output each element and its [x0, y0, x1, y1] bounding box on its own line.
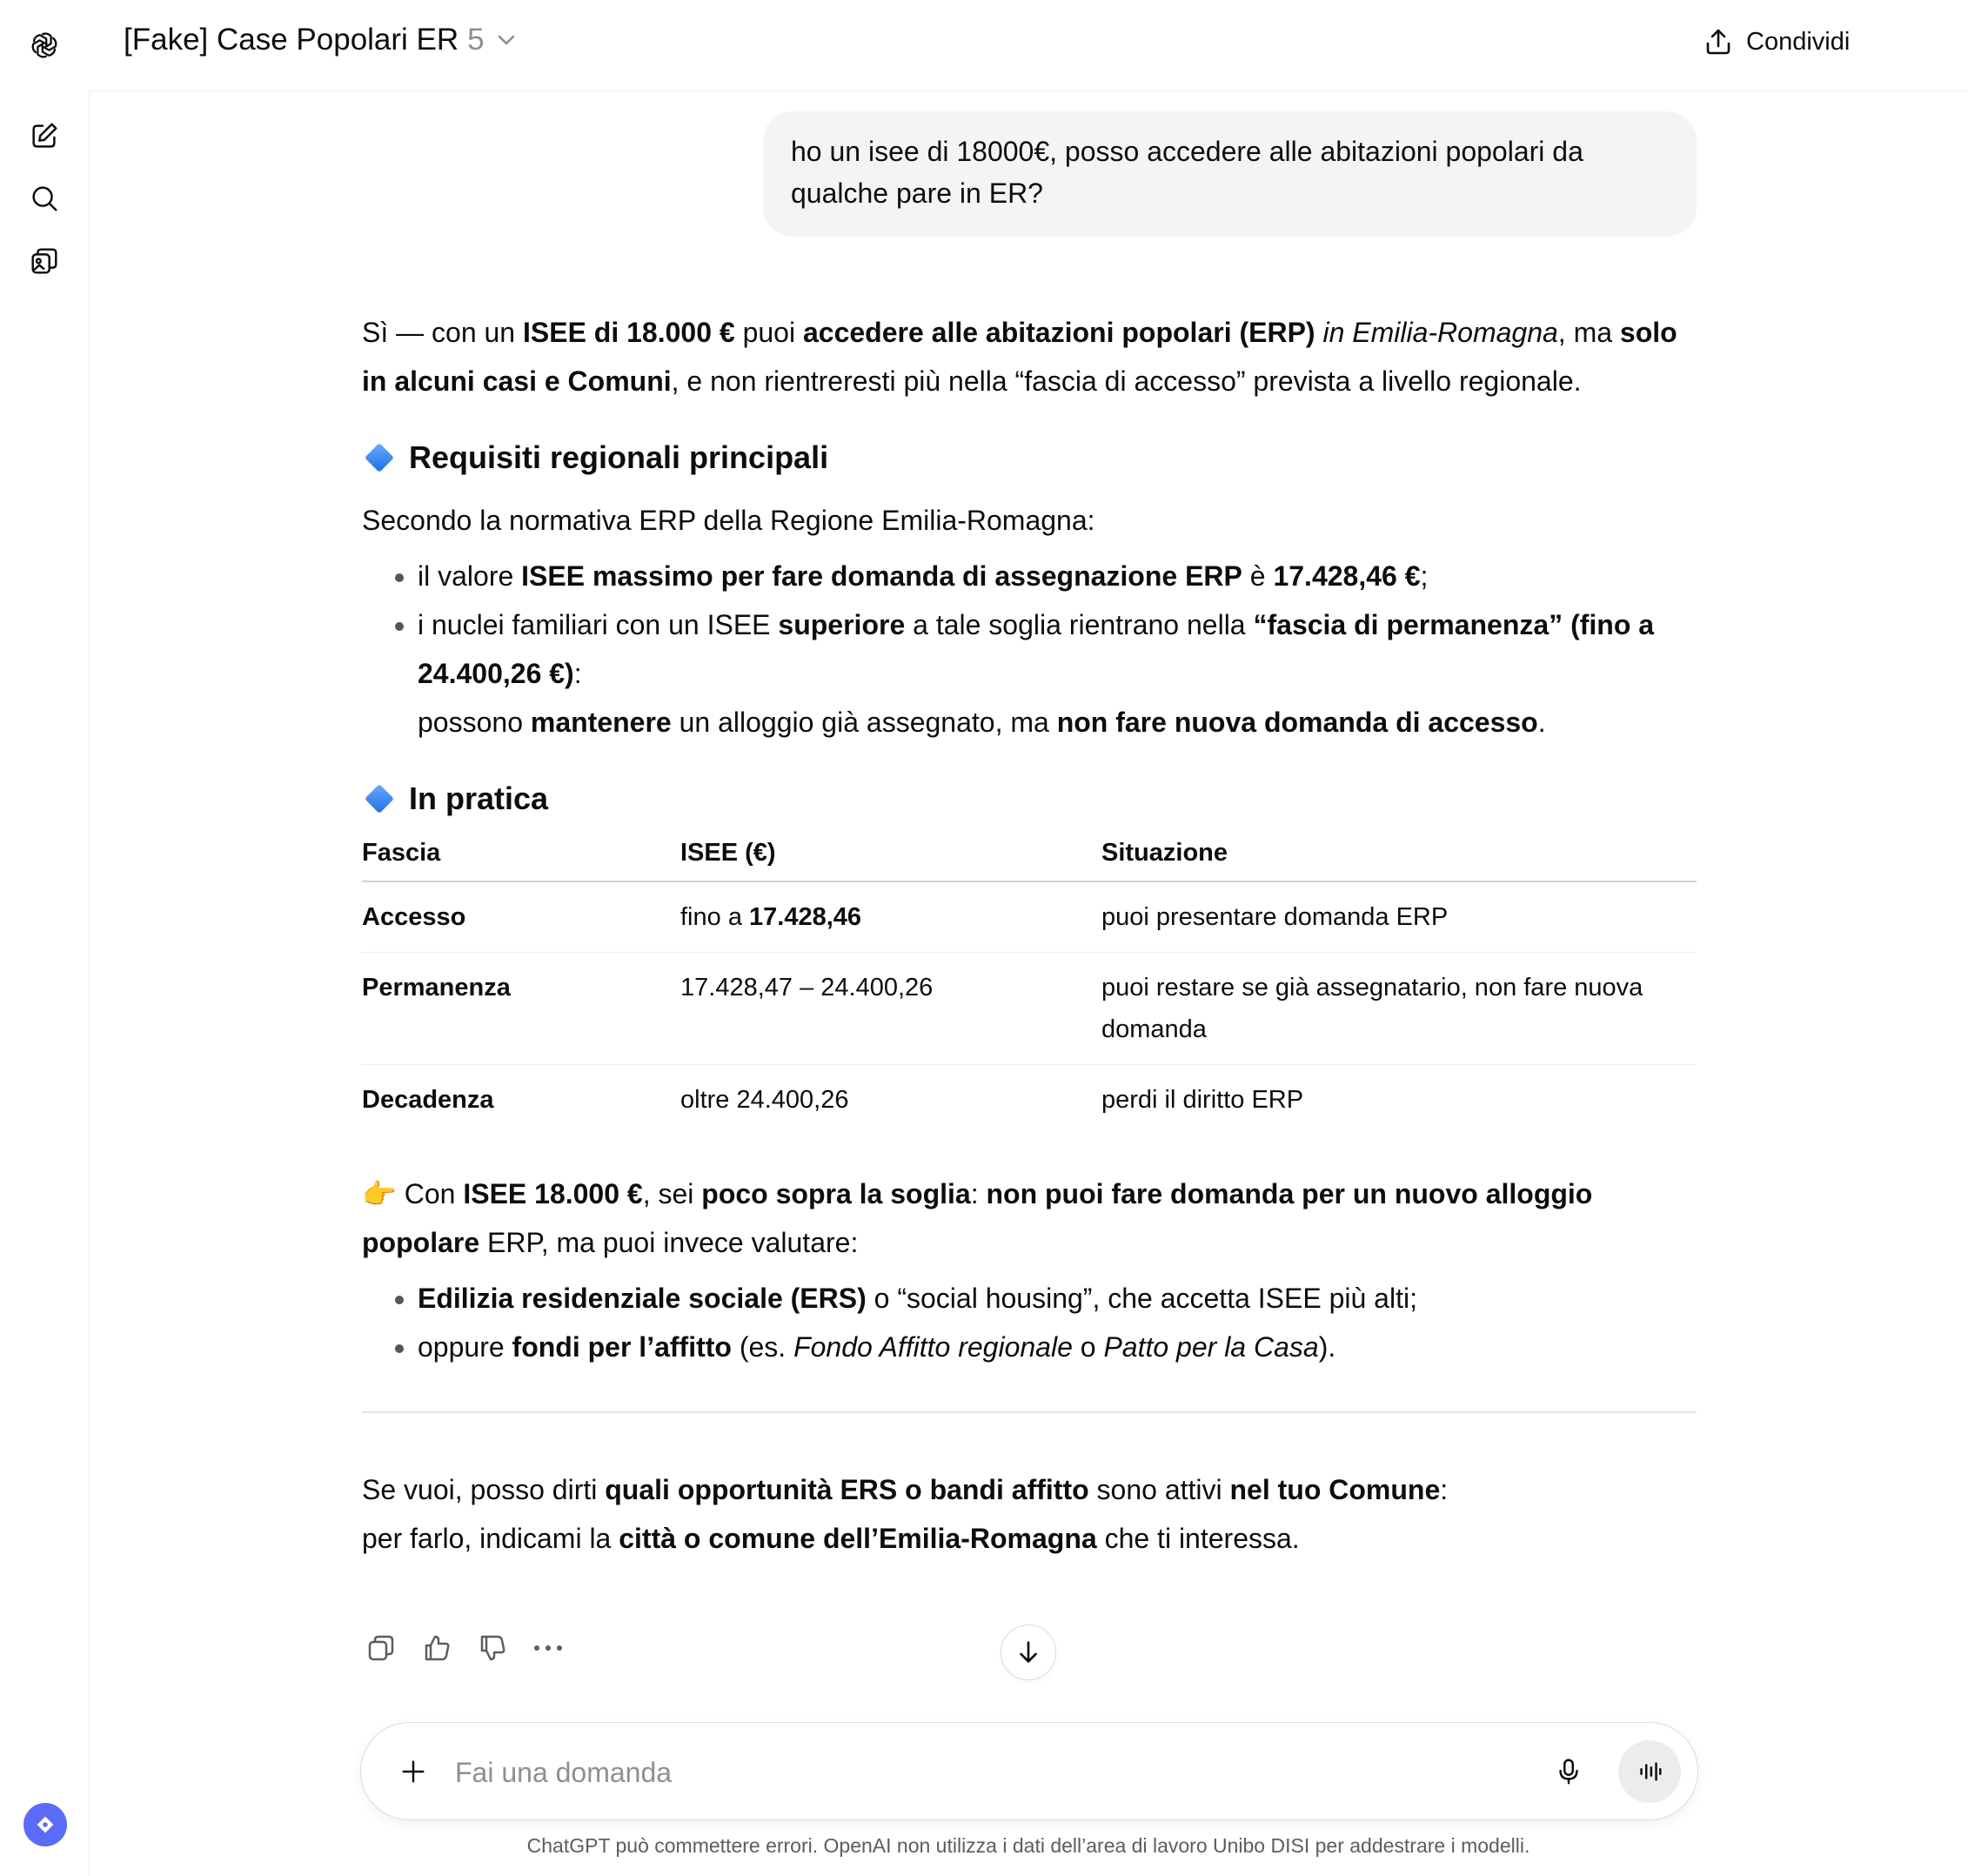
text-bold: città o comune dell’Emilia-Romagna	[619, 1523, 1097, 1554]
arrow-down-icon	[1014, 1638, 1043, 1667]
user-message-bubble: ho un isee di 18000€, posso accedere alle abitazioni popolari da qualche pare in ER?	[763, 111, 1697, 237]
pointing-hand-icon: 👉	[362, 1178, 397, 1209]
cell-situazione: perdi il diritto ERP	[1101, 1086, 1304, 1114]
table-row	[362, 953, 1697, 1065]
cell-isee: oltre 24.400,26	[680, 1086, 849, 1114]
list-item	[418, 1274, 1697, 1323]
options-list	[362, 1274, 1697, 1371]
text: o	[1072, 1331, 1104, 1363]
message-actions	[358, 1625, 581, 1671]
text-bold: accedere alle abitazioni popolari (ERP)	[802, 317, 1315, 348]
voice-mode-button[interactable]	[1618, 1740, 1681, 1803]
cell-situazione: puoi presentare domanda ERP	[1101, 881, 1697, 953]
dictate-button[interactable]	[1548, 1751, 1590, 1792]
section-lead: Secondo la normativa ERP della Regione Emilia-Romagna:	[362, 505, 1095, 536]
text: ;	[1420, 560, 1429, 592]
thumbs-down-icon	[477, 1632, 508, 1664]
copy-button[interactable]	[358, 1625, 404, 1671]
text-bold: nel tuo Comune	[1229, 1474, 1441, 1505]
text: , sei	[642, 1178, 702, 1209]
text: :	[573, 658, 582, 689]
text: , e non rientreresti più nella “fascia di accesso” prevista a livello regionale.	[671, 365, 1582, 397]
text: ).	[1318, 1331, 1336, 1363]
section-heading-pratica	[362, 774, 1697, 823]
upgrade-badge-icon[interactable]	[23, 1803, 67, 1846]
text-bold: solo in alcuni casi e Comuni	[362, 317, 1677, 397]
blue-diamond-icon	[365, 784, 394, 814]
new-chat-icon[interactable]	[23, 115, 65, 157]
closing-paragraph	[362, 1465, 1697, 1563]
text: Sì — con un	[362, 317, 523, 348]
cell-isee: 17.428,47 – 24.400,26	[680, 953, 1101, 1065]
text: ERP, ma puoi invece valutare:	[479, 1227, 859, 1258]
text: o “social housing”, che accetta ISEE più alti;	[866, 1283, 1417, 1314]
chevron-down-icon	[493, 27, 519, 53]
ellipsis-icon	[532, 1632, 564, 1664]
text: :	[1440, 1474, 1449, 1505]
text: Se vuoi, posso dirti	[362, 1474, 606, 1505]
text-bold: fondi per l’affitto	[512, 1331, 732, 1363]
divider	[362, 1411, 1697, 1413]
top-bar	[89, 0, 1968, 91]
text-bold: Permanenza	[362, 974, 511, 1002]
list-item	[418, 1323, 1697, 1371]
column-header-fascia: Fascia	[362, 825, 680, 881]
text-bold: “fascia di permanenza” (fino a 24.400,26 €)	[418, 609, 1655, 689]
text: che ti interessa.	[1096, 1523, 1300, 1554]
table-row	[362, 881, 1697, 953]
conclusion-paragraph	[362, 1169, 1697, 1267]
text: sono attivi	[1088, 1474, 1230, 1505]
text-bold: superiore	[778, 609, 906, 640]
text: il valore	[418, 560, 522, 592]
text-bold: non puoi fare domanda per un nuovo alloggio popolare	[362, 1178, 1593, 1258]
disclaimer-text: ChatGPT può commettere errori. OpenAI non utilizza i dati dell’area di lavoro Unibo DISI per addestrare i modelli.	[526, 1834, 1530, 1857]
requirements-list	[362, 552, 1697, 747]
text: Con	[396, 1178, 464, 1209]
cell-situazione: puoi restare se già assegnatario, non fare nuova domanda	[1101, 953, 1697, 1065]
text-bold: ISEE di 18.000 €	[522, 317, 735, 348]
section-title: Requisiti regionali principali	[409, 439, 829, 475]
text-bold: 17.428,46 €	[1273, 560, 1421, 592]
chat-title: [Fake] Case Popolari ER	[124, 23, 459, 57]
fasce-table	[362, 825, 1697, 1135]
cell-isee	[680, 881, 1101, 953]
text-italic: Fondo Affitto regionale	[793, 1331, 1073, 1363]
copy-icon	[365, 1632, 397, 1664]
text-bold: mantenere	[530, 707, 672, 738]
thumbs-down-button[interactable]	[470, 1625, 515, 1671]
chat-version: 5	[467, 23, 485, 57]
share-label: Condividi	[1746, 27, 1851, 56]
plus-icon	[398, 1757, 428, 1786]
text: oppure	[418, 1331, 512, 1363]
thumbs-up-button[interactable]	[414, 1625, 459, 1671]
assistant-message	[362, 308, 1697, 1563]
list-item	[418, 600, 1697, 747]
text: , ma	[1557, 317, 1620, 348]
cell-fascia	[362, 881, 680, 953]
text-bold: ISEE massimo per fare domanda di assegnazione ERP	[521, 560, 1242, 592]
text-bold: poco sopra la soglia	[701, 1178, 971, 1209]
text: .	[1537, 707, 1546, 738]
column-header-situazione: Situazione	[1101, 825, 1697, 881]
text: fino a	[680, 903, 749, 931]
text: (es.	[731, 1331, 794, 1363]
waveform-icon	[1635, 1757, 1664, 1786]
text: per farlo, indicami la	[362, 1523, 619, 1554]
section-heading-requisiti	[362, 433, 1697, 482]
more-actions-button[interactable]	[525, 1625, 571, 1671]
section-title: In pratica	[409, 781, 549, 816]
text-bold: ISEE 18.000 €	[463, 1178, 643, 1209]
text: :	[970, 1178, 987, 1209]
text-italic: in Emilia-Romagna	[1322, 317, 1558, 348]
text-italic: Patto per la Casa	[1103, 1331, 1319, 1363]
blue-diamond-icon	[365, 443, 394, 472]
list-item	[418, 552, 1697, 600]
openai-logo-icon[interactable]	[23, 24, 65, 66]
text: è	[1242, 560, 1274, 592]
share-icon	[1703, 26, 1734, 57]
cell-fascia	[362, 1065, 680, 1136]
table-header-row	[362, 825, 1697, 881]
microphone-icon	[1554, 1757, 1583, 1786]
answer-intro	[362, 308, 1697, 405]
model-title-dropdown[interactable]	[124, 23, 519, 57]
composer	[360, 1722, 1698, 1820]
table-row	[362, 1065, 1697, 1136]
text-bold: non fare nuova domanda di accesso	[1056, 707, 1538, 738]
search-icon[interactable]	[23, 178, 65, 219]
attach-button[interactable]	[392, 1751, 434, 1792]
text: puoi	[734, 317, 803, 348]
text: a tale soglia rientrano nella	[905, 609, 1254, 640]
text: i nuclei familiari con un ISEE	[418, 609, 779, 640]
text-bold: Accesso	[362, 903, 466, 931]
text-bold: 17.428,46	[749, 903, 862, 931]
prompt-input[interactable]	[453, 1745, 1588, 1799]
cell-fascia	[362, 953, 680, 1065]
text-bold: Edilizia residenziale sociale (ERS)	[418, 1283, 867, 1314]
column-header-isee: ISEE (€)	[680, 825, 1101, 881]
text: possono	[418, 707, 531, 738]
library-images-icon[interactable]	[23, 240, 65, 282]
text-bold: Decadenza	[362, 1086, 494, 1114]
scroll-to-bottom-button[interactable]	[1001, 1625, 1056, 1680]
text: un alloggio già assegnato, ma	[671, 707, 1057, 738]
share-button[interactable]	[1703, 26, 1850, 57]
text-bold: quali opportunità ERS o bandi affitto	[605, 1474, 1089, 1505]
thumbs-up-icon	[421, 1632, 452, 1664]
sidebar	[0, 0, 90, 1876]
